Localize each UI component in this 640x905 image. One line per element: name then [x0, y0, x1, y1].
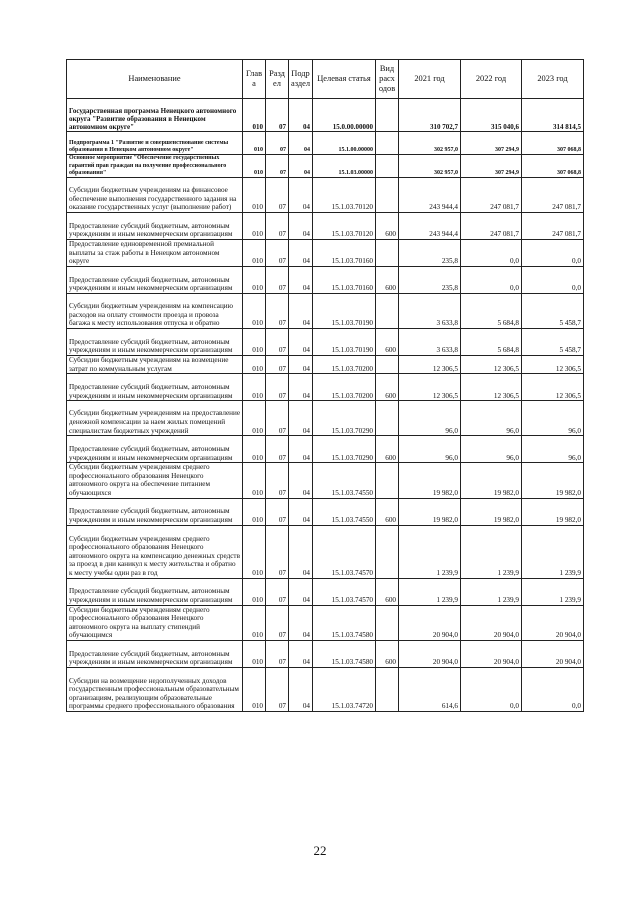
cell-y2023: 19 982,0 [522, 463, 584, 498]
cell-vid: 600 [376, 329, 399, 356]
cell-y2022: 0,0 [461, 240, 522, 267]
cell-vid: 600 [376, 640, 399, 667]
cell-vid [376, 356, 399, 374]
cell-y2022: 0,0 [461, 667, 522, 711]
cell-podrazdel: 04 [289, 578, 313, 605]
cell-glava: 010 [243, 605, 266, 640]
table-row [67, 132, 584, 155]
cell-y2021: 19 982,0 [399, 463, 461, 498]
cell-y2021: 19 982,0 [399, 498, 461, 525]
cell-y2023: 0,0 [522, 667, 584, 711]
cell-y2022: 1 239,9 [461, 525, 522, 578]
cell-target: 15.1.03.74550 [313, 498, 376, 525]
cell-glava: 010 [243, 374, 266, 401]
cell-vid [376, 463, 399, 498]
table-body [67, 99, 584, 712]
cell-y2021: 614,6 [399, 667, 461, 711]
table-row [67, 267, 584, 294]
cell-y2022: 247 081,7 [461, 213, 522, 240]
cell-razdel: 07 [266, 578, 289, 605]
cell-podrazdel: 04 [289, 401, 313, 436]
cell-target: 15.1.03.00000 [313, 155, 376, 178]
cell-target: 15.1.00.00000 [313, 132, 376, 155]
table-row [67, 356, 584, 374]
cell-y2021: 310 702,7 [399, 99, 461, 132]
cell-y2022: 5 684,8 [461, 294, 522, 329]
cell-razdel: 07 [266, 436, 289, 463]
cell-name: Субсидии на возмещение недополученных доходов государственным профессиональным образовательным организациям, реализующим образовательные программы среднего профессионального образования [67, 667, 243, 711]
cell-name: Подпрограмма 1 "Развитие и совершенствование системы образования в Ненецком автономном округе" [67, 132, 243, 155]
cell-y2023: 247 081,7 [522, 213, 584, 240]
header-2022: 2022 год [461, 60, 522, 99]
cell-target: 15.1.03.74580 [313, 605, 376, 640]
cell-razdel: 07 [266, 329, 289, 356]
cell-target: 15.1.03.70290 [313, 436, 376, 463]
cell-razdel: 07 [266, 132, 289, 155]
header-2023: 2023 год [522, 60, 584, 99]
cell-razdel: 07 [266, 640, 289, 667]
cell-glava: 010 [243, 178, 266, 213]
table-row [67, 578, 584, 605]
cell-y2022: 0,0 [461, 267, 522, 294]
cell-podrazdel: 04 [289, 213, 313, 240]
cell-name: Предоставление субсидий бюджетным, автономным учреждениям и иным некоммерческим организациям [67, 578, 243, 605]
cell-vid: 600 [376, 498, 399, 525]
cell-y2023: 5 458,7 [522, 294, 584, 329]
cell-name: Субсидии бюджетным учреждениям среднего профессионального образования Ненецкого автономного округа на компенсацию денежных средств за проезд в дни каникул к месту жительства и обратно к месту учебы один раз в год [67, 525, 243, 578]
cell-target: 15.1.03.70160 [313, 267, 376, 294]
cell-glava: 010 [243, 525, 266, 578]
cell-vid: 600 [376, 213, 399, 240]
cell-podrazdel: 04 [289, 463, 313, 498]
cell-name: Субсидии бюджетным учреждениям среднего профессионального образования Ненецкого автономного округа на выплату стипендий обучающимся [67, 605, 243, 640]
cell-y2021: 12 306,5 [399, 374, 461, 401]
cell-vid [376, 667, 399, 711]
cell-target: 15.1.03.70160 [313, 240, 376, 267]
cell-name: Предоставление субсидий бюджетным, автономным учреждениям и иным некоммерческим организациям [67, 498, 243, 525]
budget-table [66, 59, 584, 712]
cell-razdel: 07 [266, 667, 289, 711]
cell-y2022: 307 294,9 [461, 155, 522, 178]
cell-name: Предоставление субсидий бюджетным, автономным учреждениям и иным некоммерческим организациям [67, 213, 243, 240]
cell-name: Предоставление субсидий бюджетным, автономным учреждениям и иным некоммерческим организациям [67, 267, 243, 294]
cell-podrazdel: 04 [289, 155, 313, 178]
cell-name: Государственная программа Ненецкого автономного округа "Развитие образования в Ненецком автономном округе" [67, 99, 243, 132]
cell-y2022: 247 081,7 [461, 178, 522, 213]
cell-razdel: 07 [266, 605, 289, 640]
cell-y2023: 20 904,0 [522, 640, 584, 667]
cell-name: Субсидии бюджетным учреждениям среднего профессионального образования Ненецкого автономного округа на обеспечение питанием обучающихся [67, 463, 243, 498]
cell-y2021: 243 944,4 [399, 178, 461, 213]
header-podrazdel: Подр аздел [289, 60, 313, 99]
cell-razdel: 07 [266, 213, 289, 240]
table-row [67, 329, 584, 356]
cell-razdel: 07 [266, 356, 289, 374]
cell-y2023: 314 814,5 [522, 99, 584, 132]
cell-y2021: 235,8 [399, 240, 461, 267]
cell-y2022: 96,0 [461, 436, 522, 463]
cell-target: 15.1.03.70290 [313, 401, 376, 436]
cell-y2023: 247 081,7 [522, 178, 584, 213]
cell-razdel: 07 [266, 401, 289, 436]
cell-target: 15.1.03.74580 [313, 640, 376, 667]
cell-name: Субсидии бюджетным учреждениям на компенсацию расходов на оплату стоимости проезда и провоза багажа к месту использования отпуска и обратно [67, 294, 243, 329]
cell-y2021: 96,0 [399, 401, 461, 436]
cell-podrazdel: 04 [289, 178, 313, 213]
cell-podrazdel: 04 [289, 640, 313, 667]
cell-razdel: 07 [266, 463, 289, 498]
cell-podrazdel: 04 [289, 374, 313, 401]
cell-podrazdel: 04 [289, 267, 313, 294]
cell-y2022: 20 904,0 [461, 605, 522, 640]
cell-glava: 010 [243, 132, 266, 155]
cell-y2023: 12 306,5 [522, 356, 584, 374]
cell-y2021: 3 633,8 [399, 294, 461, 329]
cell-y2022: 307 294,9 [461, 132, 522, 155]
cell-vid [376, 240, 399, 267]
cell-name: Предоставление субсидий бюджетным, автономным учреждениям и иным некоммерческим организациям [67, 374, 243, 401]
cell-razdel: 07 [266, 178, 289, 213]
cell-glava: 010 [243, 436, 266, 463]
cell-podrazdel: 04 [289, 525, 313, 578]
table-row [67, 178, 584, 213]
cell-glava: 010 [243, 99, 266, 132]
table-row [67, 436, 584, 463]
cell-y2023: 5 458,7 [522, 329, 584, 356]
table-row [67, 240, 584, 267]
cell-glava: 010 [243, 578, 266, 605]
cell-name: Предоставление субсидий бюджетным, автономным учреждениям и иным некоммерческим организациям [67, 329, 243, 356]
cell-y2023: 1 239,9 [522, 578, 584, 605]
header-2021: 2021 год [399, 60, 461, 99]
header-name: Наименование [67, 60, 243, 99]
cell-glava: 010 [243, 294, 266, 329]
header-glava: Глав а [243, 60, 266, 99]
cell-y2021: 1 239,9 [399, 525, 461, 578]
cell-target: 15.1.03.70190 [313, 329, 376, 356]
cell-y2021: 12 306,5 [399, 356, 461, 374]
table-row [67, 605, 584, 640]
table-header-row [67, 60, 584, 99]
cell-y2021: 20 904,0 [399, 640, 461, 667]
cell-podrazdel: 04 [289, 99, 313, 132]
cell-vid: 600 [376, 374, 399, 401]
cell-glava: 010 [243, 356, 266, 374]
cell-target: 15.1.03.70200 [313, 374, 376, 401]
cell-y2021: 302 957,0 [399, 155, 461, 178]
table-row [67, 99, 584, 132]
header-target: Целевая статья [313, 60, 376, 99]
cell-vid: 600 [376, 578, 399, 605]
cell-podrazdel: 04 [289, 294, 313, 329]
cell-glava: 010 [243, 401, 266, 436]
cell-y2023: 20 904,0 [522, 605, 584, 640]
cell-razdel: 07 [266, 267, 289, 294]
cell-podrazdel: 04 [289, 329, 313, 356]
cell-vid [376, 155, 399, 178]
page-number: 22 [313, 843, 327, 858]
cell-vid [376, 178, 399, 213]
cell-target: 15.1.03.70200 [313, 356, 376, 374]
table-row [67, 213, 584, 240]
cell-podrazdel: 04 [289, 240, 313, 267]
cell-vid: 600 [376, 267, 399, 294]
cell-y2023: 307 068,8 [522, 155, 584, 178]
cell-target: 15.0.00.00000 [313, 99, 376, 132]
cell-target: 15.1.03.74720 [313, 667, 376, 711]
cell-y2022: 315 040,6 [461, 99, 522, 132]
cell-razdel: 07 [266, 155, 289, 178]
cell-podrazdel: 04 [289, 436, 313, 463]
cell-vid [376, 525, 399, 578]
cell-glava: 010 [243, 667, 266, 711]
cell-podrazdel: 04 [289, 498, 313, 525]
cell-razdel: 07 [266, 99, 289, 132]
cell-podrazdel: 04 [289, 132, 313, 155]
cell-glava: 010 [243, 498, 266, 525]
cell-podrazdel: 04 [289, 605, 313, 640]
cell-y2023: 19 982,0 [522, 498, 584, 525]
table-row [67, 374, 584, 401]
table-row [67, 525, 584, 578]
cell-target: 15.1.03.70120 [313, 178, 376, 213]
cell-y2023: 0,0 [522, 267, 584, 294]
cell-vid [376, 401, 399, 436]
cell-y2021: 235,8 [399, 267, 461, 294]
cell-target: 15.1.03.70120 [313, 213, 376, 240]
header-razdel: Разд ел [266, 60, 289, 99]
cell-vid: 600 [376, 436, 399, 463]
cell-name: Основное мероприятие "Обеспечение государственных гарантий прав граждан на получение профессионального образования" [67, 155, 243, 178]
cell-name: Субсидии бюджетным учреждениям на предоставление денежной компенсации за наем жилых помещений специалистам бюджетных учреждений [67, 401, 243, 436]
table-row [67, 401, 584, 436]
cell-name: Субсидии бюджетным учреждениям на финансовое обеспечение выполнения государственного задания на оказание государственных услуг (выполнение работ) [67, 178, 243, 213]
cell-glava: 010 [243, 240, 266, 267]
cell-y2022: 12 306,5 [461, 374, 522, 401]
cell-target: 15.1.03.74570 [313, 525, 376, 578]
cell-name: Предоставление единовременной премиальной выплаты за стаж работы в Ненецком автономном округе [67, 240, 243, 267]
table-row [67, 294, 584, 329]
cell-glava: 010 [243, 213, 266, 240]
cell-podrazdel: 04 [289, 667, 313, 711]
cell-y2023: 12 306,5 [522, 374, 584, 401]
cell-y2023: 96,0 [522, 401, 584, 436]
cell-y2021: 243 944,4 [399, 213, 461, 240]
cell-y2022: 96,0 [461, 401, 522, 436]
cell-y2022: 5 684,8 [461, 329, 522, 356]
cell-y2023: 0,0 [522, 240, 584, 267]
table-row [67, 667, 584, 711]
cell-razdel: 07 [266, 294, 289, 329]
cell-y2021: 302 957,0 [399, 132, 461, 155]
cell-y2022: 1 239,9 [461, 578, 522, 605]
cell-vid [376, 294, 399, 329]
cell-glava: 010 [243, 329, 266, 356]
table-row [67, 463, 584, 498]
cell-y2021: 96,0 [399, 436, 461, 463]
cell-razdel: 07 [266, 240, 289, 267]
cell-glava: 010 [243, 267, 266, 294]
cell-podrazdel: 04 [289, 356, 313, 374]
cell-y2023: 307 068,8 [522, 132, 584, 155]
cell-name: Предоставление субсидий бюджетным, автономным учреждениям и иным некоммерческим организациям [67, 436, 243, 463]
cell-y2021: 20 904,0 [399, 605, 461, 640]
cell-y2022: 19 982,0 [461, 498, 522, 525]
cell-y2023: 96,0 [522, 436, 584, 463]
cell-y2022: 12 306,5 [461, 356, 522, 374]
cell-razdel: 07 [266, 374, 289, 401]
cell-y2023: 1 239,9 [522, 525, 584, 578]
cell-y2021: 1 239,9 [399, 578, 461, 605]
cell-target: 15.1.03.70190 [313, 294, 376, 329]
cell-y2022: 20 904,0 [461, 640, 522, 667]
cell-name: Предоставление субсидий бюджетным, автономным учреждениям и иным некоммерческим организациям [67, 640, 243, 667]
cell-y2022: 19 982,0 [461, 463, 522, 498]
cell-glava: 010 [243, 640, 266, 667]
cell-razdel: 07 [266, 498, 289, 525]
cell-glava: 010 [243, 463, 266, 498]
cell-target: 15.1.03.74550 [313, 463, 376, 498]
cell-y2021: 3 633,8 [399, 329, 461, 356]
cell-vid [376, 132, 399, 155]
table-row [67, 640, 584, 667]
cell-target: 15.1.03.74570 [313, 578, 376, 605]
cell-razdel: 07 [266, 525, 289, 578]
header-vid: Вид расх одов [376, 60, 399, 99]
table-row [67, 155, 584, 178]
cell-vid [376, 605, 399, 640]
table-row [67, 498, 584, 525]
cell-vid [376, 99, 399, 132]
cell-glava: 010 [243, 155, 266, 178]
cell-name: Субсидии бюджетным учреждениям на возмещение затрат по коммунальным услугам [67, 356, 243, 374]
